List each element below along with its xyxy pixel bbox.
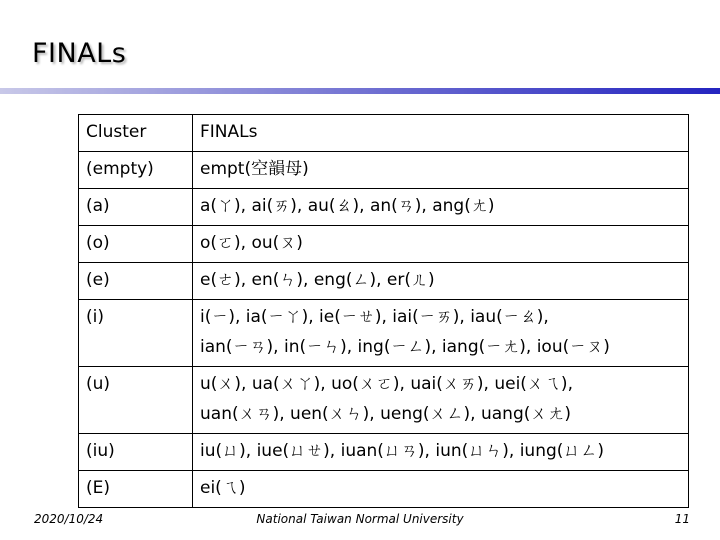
finals-line: uan(ㄨㄢ), uen(ㄨㄣ), ueng(ㄨㄥ), uang(ㄨㄤ)	[200, 404, 572, 424]
table-row	[79, 263, 689, 300]
title-divider	[0, 88, 720, 94]
cell-finals: e(ㄜ), en(ㄣ), eng(ㄥ), er(ㄦ)	[193, 263, 689, 300]
cell-cluster: (i)	[79, 300, 193, 367]
finals-table-container	[78, 114, 688, 508]
footer-date: 2020/10/24	[34, 512, 104, 526]
cell-finals: empt(空韻母)	[193, 152, 689, 189]
finals-table	[78, 114, 689, 508]
table-row	[79, 152, 689, 189]
slide-title: FINALs	[32, 38, 127, 69]
footer-organization: National Taiwan Normal University	[256, 512, 464, 526]
cell-cluster: (u)	[79, 367, 193, 434]
cell-finals	[193, 300, 689, 367]
table-row	[79, 189, 689, 226]
cell-cluster: (e)	[79, 263, 193, 300]
finals-line: u(ㄨ), ua(ㄨㄚ), uo(ㄨㄛ), uai(ㄨㄞ), uei(ㄨㄟ),	[200, 374, 573, 394]
cell-cluster: (iu)	[79, 434, 193, 471]
finals-line: i(ㄧ), ia(ㄧㄚ), ie(ㄧㄝ), iai(ㄧㄞ), iau(ㄧㄠ),	[200, 307, 549, 327]
cell-finals	[193, 367, 689, 434]
table-header-row	[79, 115, 689, 152]
cell-finals: iu(ㄩ), iue(ㄩㄝ), iuan(ㄩㄢ), iun(ㄩㄣ), iung(ㄩㄥ)	[193, 434, 689, 471]
cell-finals: ei(ㄟ)	[193, 471, 689, 508]
table-row	[79, 300, 689, 367]
finals-line: ian(ㄧㄢ), in(ㄧㄣ), ing(ㄧㄥ), iang(ㄧㄤ), iou(ㄧㄡ)	[200, 337, 610, 357]
header-finals: FINALs	[193, 115, 689, 152]
table-row	[79, 434, 689, 471]
cell-cluster: (empty)	[79, 152, 193, 189]
cell-cluster: (E)	[79, 471, 193, 508]
table-row	[79, 367, 689, 434]
page-number: 11	[674, 512, 690, 526]
cell-finals: o(ㄛ), ou(ㄡ)	[193, 226, 689, 263]
cell-cluster: (o)	[79, 226, 193, 263]
cell-finals: a(ㄚ), ai(ㄞ), au(ㄠ), an(ㄢ), ang(ㄤ)	[193, 189, 689, 226]
table-row	[79, 471, 689, 508]
cell-cluster: (a)	[79, 189, 193, 226]
header-cluster: Cluster	[79, 115, 193, 152]
table-row	[79, 226, 689, 263]
